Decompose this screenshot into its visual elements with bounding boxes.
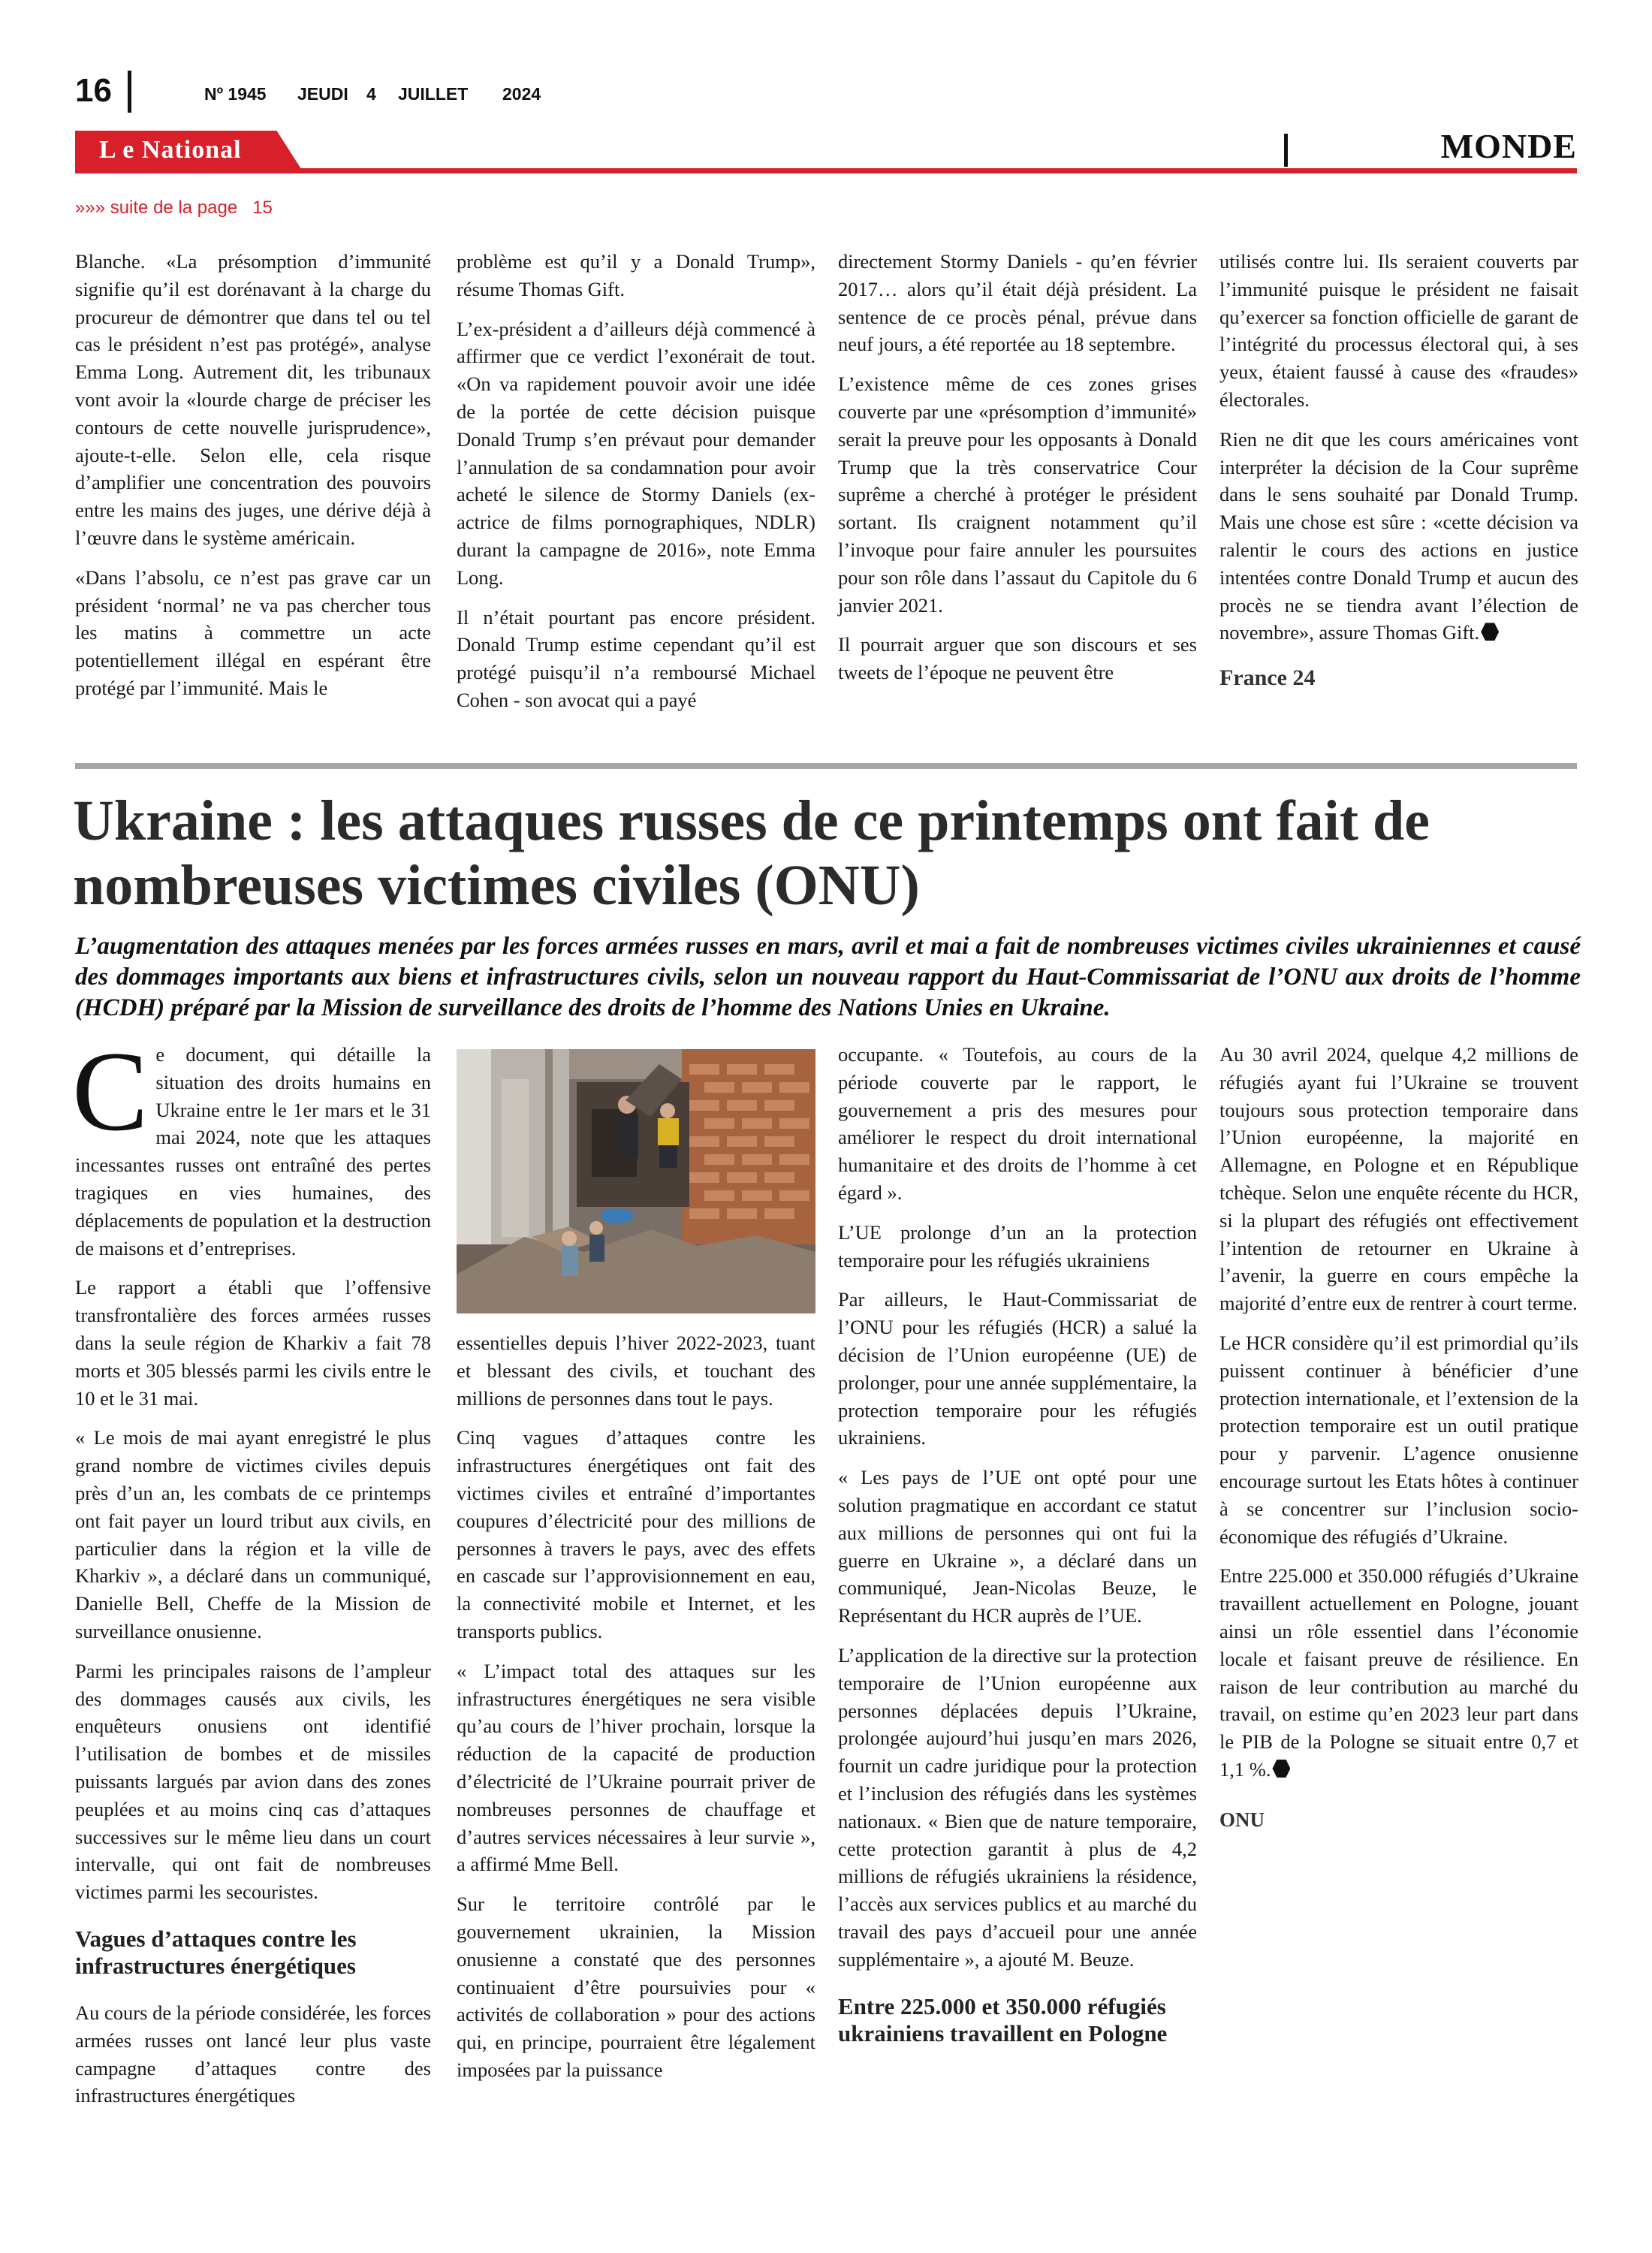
article-col-1 (72, 1028, 431, 2122)
continued-page: 15 (252, 198, 273, 218)
end-of-article-icon (1481, 623, 1499, 641)
paragraph: Blanche. «La présomption d’immunité signifie qu’il est dorénavant à la charge du procureur de démontrer que dans tel ou tel cas le président n’est pas protégé», analyse Emma Long. Autrement dit, les tribunaux vont avoir la «lourde charge de préciser les contours de cette nouvelle jurisprudence», ajoute-t-elle. Selon elle, cela risque d’amplifier une concentration des pouvoirs entre les mains des juges, une dérive déjà à l’œuvre dans le système américain. (75, 250, 431, 549)
paragraph: occupante. « Toutefois, au cours de la période couverte par le rapport, le gouvernement a pris des mesures pour améliorer le respect du droit international humanitaire et des droits de l’homme à cet égard ». (838, 1043, 1197, 1204)
paragraph-last (1219, 426, 1578, 647)
issue-number: Nº 1945 (204, 84, 267, 104)
issue-date: 4 (366, 84, 376, 104)
prev-article-col-2 (457, 248, 815, 726)
paragraph: essentielles depuis l’hiver 2022-2023, tuant et blessant des civils, et touchant des millions de personnes dans tout le pays. (457, 1332, 815, 1410)
article-col-4 (1219, 1041, 1578, 1834)
paragraph: Sur le territoire contrôlé par le gouvernement ukrainien, la Mission onusienne a constaté que des personnes continuaient d’être poursuivies pour « activités de collaboration » pour des actions qui, en principe, pourraient être légalement imposées par la puissance (457, 1893, 815, 2081)
paragraph: Au 30 avril 2024, quelque 4,2 millions de réfugiés ayant fui l’Ukraine se trouvent toujours sous protection temporaire dans l’Union européenne, la majorité en Allemagne, en Pologne et en République tchèque. Selon une enquête récente du HCR, si la plupart des réfugiés ont effectivement l’intention de retourner en Ukraine à l’avenir, la guerre en cours empêche la majorité d’entre eux de rentrer à court terme. (1219, 1043, 1578, 1315)
drop-cap: C (72, 1028, 149, 1154)
article-col-3 (838, 1041, 1197, 2067)
article-headline: Ukraine : les attaques russes de ce printemps ont fait de nombreuses victimes civiles (ONU) (73, 789, 1430, 917)
paragraph: « L’impact total des attaques sur les infrastructures énergétiques ne sera visible qu’au cours de l’hiver prochain, lorsque la réduction de la capacité de production d’électricité de l’Ukraine pourrait priver de nombreuses personnes de chauffage et d’autres services nécessaires à leur survie », a affirmé Mme Bell. (457, 1659, 815, 1876)
article-col-2 (457, 1329, 815, 2096)
paragraph: L’UE prolonge d’un an la protection temporaire pour les réfugiés ukrainiens (838, 1220, 1197, 1271)
issue-year: 2024 (502, 84, 541, 104)
paragraph-text: Entre 225.000 et 350.000 réfugiés d’Ukraine travaillent actuellement en Pologne, jouant ainsi un rôle essentiel dans l’économie locale et faisant preuve de résilience. En raison de leur contribution au marché du travail, on estime qu’en 2023 leur part dans le PIB de la Pologne se situait entre 0,7 et 1,1 %. (1219, 1564, 1578, 1781)
continued-prefix: »»» suite de la page (75, 198, 238, 218)
paragraph: Cinq vagues d’attaques contre les infrastructures énergétiques ont fait des victimes civiles et entraîné d’importantes coupures d’électricité pour des millions de personnes à travers le pays, avec des effets en cascade sur l’approvisionnement en eau, la connectivité mobile et Internet, et les transports publics. (457, 1426, 815, 1642)
paragraph: problème est qu’il y a Donald Trump», résume Thomas Gift. (457, 250, 815, 300)
paragraph: utilisés contre lui. Ils seraient couverts par l’immunité puisque le président ne faisait qu’exercer sa fonction officielle de garant de l’intégrité du processus électoral qui, à ses yeux, étaient faussé à cause des «fraudes» électorales. (1219, 250, 1578, 411)
article-lede: L’augmentation des attaques menées par les forces armées russes en mars, avril et mai a fait de nombreuses victimes civiles ukrainiennes et causé des dommages importants aux biens et infrastructures civils, selon un nouveau rapport du Haut-Commissariat de l’ONU aux droits de l’homme (HCDH) préparé par la Mission de surveillance des droits de l’homme des Nations Unies en Ukraine. (75, 933, 1581, 1021)
paragraph: Parmi les principales raisons de l’ampleur des dommages causés aux civils, les enquêteurs onusiens ont identifié l’utilisation de bombes et de missiles puissants largués par avion dans des zones peuplées et au moins cinq cas d’attaques successives sur le même lieu dans un court intervalle, qui ont fait de nombreuses victimes parmi les secouristes. (75, 1659, 431, 1904)
subhead: Entre 225.000 et 350.000 réfugiés ukrainiens travaillent en Pologne (838, 1992, 1168, 2046)
folio-divider (128, 71, 131, 113)
paragraph: directement Stormy Daniels - qu’en février 2017… alors qu’il était déjà président. La sentence de ce procès pénal, prévue dans neuf jours, a été reportée au 18 septembre. (838, 250, 1197, 356)
paragraph: « Le mois de mai ayant enregistré le plus grand nombre de victimes civiles depuis près d’un an, les combats de ce printemps ont fait payer un lourd tribut aux civils, en particulier dans la région et la ville de Kharkiv », a déclaré dans un communiqué, Danielle Bell, Cheffe de la Mission de surveillance onusienne. (75, 1426, 431, 1642)
paragraph: Le rapport a établi que l’offensive transfrontalière des forces armées russes dans la seule région de Kharkiv a fait 78 morts et 305 blessés parmi les civils entre le 10 et le 31 mai. (75, 1276, 431, 1410)
article-photo (457, 1049, 815, 1313)
article-separator (75, 763, 1577, 769)
section-label: MONDE (1440, 127, 1577, 165)
paragraph: Au cours de la période considérée, les forces armées russes ont lancé leur plus vaste campagne d’attaques contre des infrastructures énergétiques (75, 2001, 431, 2107)
continued-from[interactable] (75, 198, 273, 219)
brand-logo: L e National (99, 136, 242, 164)
article-source: France 24 (1219, 665, 1316, 691)
paragraph: L’existence même de ces zones grises couverte par une «présomption d’immunité» serait la preuve pour les opposants à Donald Trump que la très conservatrice Cour suprême a cherché à protéger le président sortant. Ils craignent notamment qu’il l’invoque pour faire annuler les poursuites pour son rôle dans l’assaut du Capitole du 6 janvier 2021. (838, 372, 1197, 617)
issue-month: JUILLET (398, 84, 469, 104)
paragraph: L’ex-président a d’ailleurs déjà commencé à affirmer que ce verdict l’exonérait de tout. «On va rapidement pouvoir avoir une idée de la portée de cette décision puisque Donald Trump s’en prévaut pour demander l’annulation de sa condamnation pour avoir acheté le silence de Stormy Daniels (ex-actrice de films pornographiques, NDLR) durant la campagne de 2016», note Emma Long. (457, 317, 815, 589)
paragraph-text: Rien ne dit que les cours américaines vont interpréter la décision de la Cour suprême dans le sens souhaité par Donald Trump. Mais une chose est sûre : «cette décision va ralentir le cours des actions en justice intentées contre Donald Trump et aucun des procès ne se tiendra avant l’élection de novembre», assure Thomas Gift. (1219, 427, 1578, 644)
prev-article-col-3 (838, 248, 1197, 698)
paragraph: Le HCR considère qu’il est primordial qu’ils puissent continuer à bénéficier d’une protection internationale, et l’extension de la protection temporaire est un outil pratique pour y parvenir. L’agence onusienne encourage surtout les Etats hôtes à continuer à se concentrer sur l’inclusion socio-économique des réfugiés d’Ukraine. (1219, 1331, 1578, 1548)
paragraph: «Dans l’absolu, ce n’est pas grave car un président ‘normal’ ne va pas chercher tous les matins à commettre un acte potentiellement illégal en espérant être protégé par l’immunité. Mais le (75, 566, 431, 699)
issue-day: JEUDI (297, 84, 348, 104)
article-source: ONU (1219, 1808, 1265, 1831)
photo-illustration (457, 1049, 815, 1313)
paragraph: L’application de la directive sur la protection temporaire de l’Union européenne aux personnes déplacées depuis l’Ukraine, prolongée aujourd’hui jusqu’en mars 2026, fournit un cadre juridique pour la protection et l’inclusion des réfugiés dans les systèmes nationaux. « Bien que de nature temporaire, cette protection garantit à plus de 4,2 millions de réfugiés ukrainiens la résidence, l’accès aux services publics et au marché du travail des pays d’accueil pour une année supplémentaire », a ajouté M. Beuze. (838, 1643, 1197, 1971)
page-number: 16 (75, 72, 112, 109)
paragraph: Par ailleurs, le Haut-Commissariat de l’ONU pour les réfugiés (HCR) a salué la décision de l’Union européenne (UE) de prolonger, pour une année supplémentaire, la protection temporaire pour les réfugiés ukrainiens. (838, 1288, 1197, 1449)
paragraph: Il pourrait arguer que son discours et ses tweets de l’époque ne peuvent être (838, 633, 1197, 684)
section-divider (1284, 134, 1288, 167)
prev-article-col-1 (75, 248, 431, 714)
paragraph: « Les pays de l’UE ont opté pour une solution pragmatique en accordant ce statut aux millions de personnes qui ont fui la guerre en Ukraine », a déclaré dans un communiqué, Jean-Nicolas Beuze, le Représentant du HCR auprès de l’UE. (838, 1466, 1197, 1627)
prev-article-col-4 (1219, 248, 1578, 692)
paragraph: Il n’était pourtant pas encore président. Donald Trump estime cependant qu’il est protégé puisqu’il n’a remboursé Michael Cohen - son avocat qui a payé (457, 605, 815, 711)
end-of-article-icon (1272, 1760, 1290, 1778)
paragraph-last (1219, 1562, 1578, 1783)
first-paragraph (72, 1028, 431, 1262)
paragraph-text: e document, qui détaille la situation des droits humains en Ukraine entre le 1er mars et le 31 mai 2024, note que les attaques incessantes russes ont entraîné des pertes tragiques en vies humaines, des déplacements de population et la destruction de maisons et d’entreprises. (75, 1043, 431, 1259)
subhead: Vagues d’attaques contre les infrastructures énergétiques (75, 1925, 357, 1979)
